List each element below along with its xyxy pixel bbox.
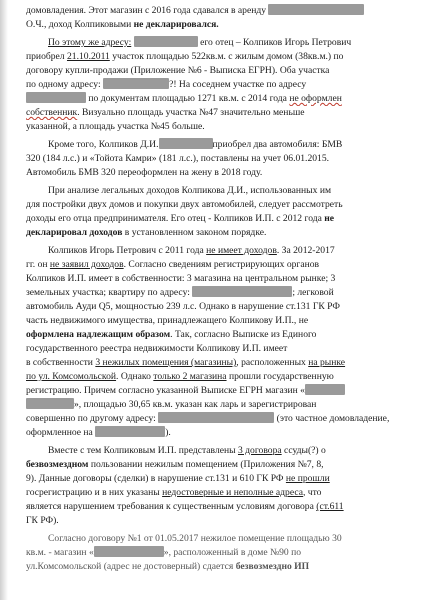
text-line: часть недвижимого имущества, принадлежащего Колпикову И.П., не — [26, 315, 309, 326]
text-line: совершенно по другому адресу: (это частное домовладение, — [26, 413, 390, 424]
redaction-box — [192, 286, 292, 297]
text-line: При анализе легальных доходов Колпикова Д.И., использованных им — [48, 185, 332, 196]
text-line: безвозмездном пользовании нежилым помещением (Приложения №7, 8, — [26, 459, 324, 470]
text-line: », площадью 30,65 кв.м. указан как ларь и зарегистрирован — [26, 398, 409, 412]
redaction-box — [268, 4, 364, 15]
text-line: регистрацию. Причем согласно указанной Выписке ЕГРН магазин « — [26, 384, 409, 398]
redaction-box — [159, 138, 213, 149]
redaction-box — [26, 398, 74, 409]
text-line: гг. он не заявил доходов. Согласно сведениям регистрирующих органов — [26, 259, 320, 270]
text-line: О.Ч., доход Колпиковыми не декларировался. — [26, 19, 219, 30]
redaction-box — [305, 384, 345, 395]
text-line: по документам площадью 1271 кв.м. с 2014 года не оформлен — [26, 92, 409, 106]
redaction-box — [134, 36, 198, 47]
text-line: договору купли-продажи (Приложение №6 - Выписка ЕГРН). Оба участка — [26, 65, 330, 76]
text-line: ул.Комсомольской (адрес не достоверный) сдается безвозмездно ИП — [26, 561, 310, 572]
text-line: Кроме того, Колпиков Д.И. приобрел два автомобиля: БМВ — [48, 139, 343, 150]
text-line: декларировал доходов в установленном законом порядке. — [26, 227, 267, 238]
text-line: Колпиков Игорь Петрович с 2011 года не имеет доходов. За 2012-2017 — [48, 245, 335, 256]
text-line: земельных участка; квартиру по адресу: ; легковой — [26, 287, 334, 298]
page-edge-shadow — [0, 0, 8, 600]
text-line: 320 (184 л.с.) и «Тойота Камри» (181 л.с.), поставлены на учет 06.01.2015. — [26, 153, 330, 164]
text-line: 9). Данные договоры (сделки) в нарушение ст.131 и 610 ГК РФ не прошли — [26, 473, 330, 484]
text-line: Колпиков И.П. имеет в собственности: 3 магазина на центральном рынке; 3 — [26, 273, 336, 284]
text-line: приобрел 21.10.2011 участок площадью 522кв.м. с жилым домом (38кв.м.) по — [26, 51, 344, 62]
text-line: Автомобиль БМВ 320 переоформлен на жену в 2018 году. — [26, 167, 263, 178]
text-line: для постройки двух домов и покупки двух автомобилей, следует рассмотреть — [26, 199, 343, 210]
text-line: по одному адресу: ?! На соседнем участке по адресу — [26, 79, 307, 90]
text-line: автомобиль Ауди Q5, мощностью 239 л.с. Однако в нарушение ст.131 ГК РФ — [26, 301, 340, 312]
text-line: оформленное на ). — [26, 427, 171, 438]
text-line: государственного реестра недвижимости Колпикову И.П. имеет — [26, 343, 288, 354]
text-line: Согласно договору №1 от 01.05.2017 нежилое помещение площадью 30 — [48, 533, 342, 544]
text-line: собственник. Визуально площадь участка №47 значительно меньше — [26, 107, 305, 118]
text-line: домовладения. Этот магазин с 2016 года сдавался в аренду — [26, 4, 409, 18]
text-line: указанной, а площадь участка №45 больше. — [26, 121, 205, 132]
redaction-box — [94, 546, 164, 557]
text-line: по ул. Комсомольской. Однако только 2 магазина прошли государственную — [26, 371, 334, 382]
text-line: доходы его отца предпринимателя. Его отец - Колпиков И.П. с 2012 года не — [26, 213, 335, 224]
text-line: госрегистрацию и в них указаны недостоверные и неполные адреса, что — [26, 487, 322, 498]
text-line: в собственности 3 нежилых помещения (магазины), расположенных на рынке — [26, 357, 346, 368]
text-line: По этому же адресу: его отец – Колпиков Игорь Петрович — [48, 37, 352, 48]
text-line: является нарушением требования к существенным условиям договора (ст.611 — [26, 501, 344, 512]
redaction-box — [103, 78, 169, 89]
redaction-box — [95, 426, 165, 437]
text-line: ГК РФ). — [26, 515, 59, 526]
text-line: оформлена надлежащим образом. Так, согласно Выписке из Единого — [26, 329, 317, 340]
redaction-box — [26, 92, 86, 103]
text-line: Вместе с тем Колпиковым И.П. представлены 3 договора ссуды(?) о — [48, 445, 326, 456]
text-line: кв.м. - магазин « », расположенный в доме №90 по — [26, 547, 302, 558]
redaction-box — [158, 412, 274, 423]
